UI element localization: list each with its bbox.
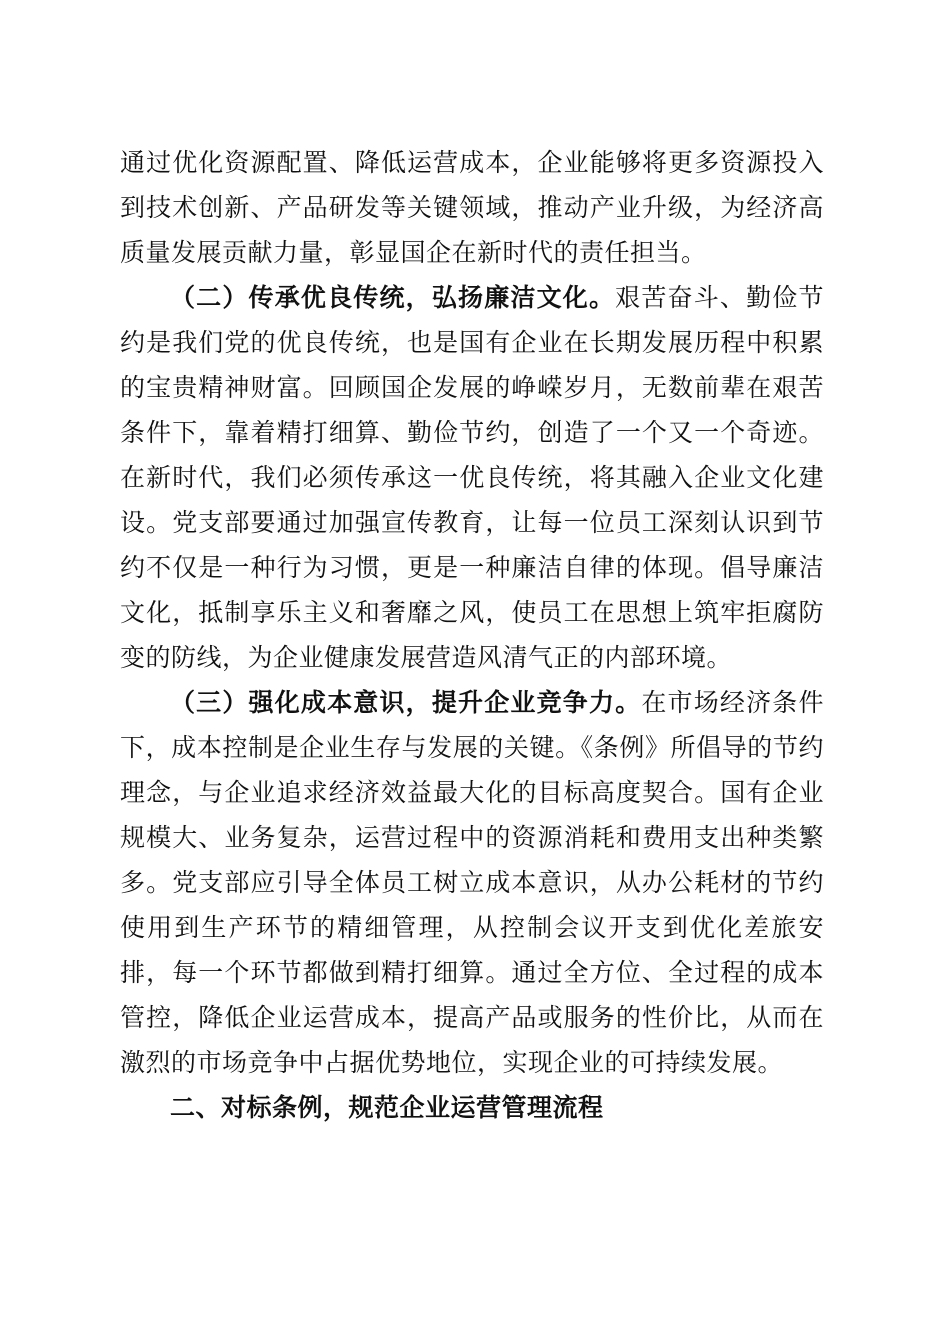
paragraph-text: 在市场经济条件下，成本控制是企业生存与发展的关键。《条例》所倡导的节约理念，与企业追求经济效益最大化的目标高度契合。国有企业规模大、业务复杂，运营过程中的资源消耗和费用支出种类繁多。党支部应引导全体员工树立成本意识，从办公耗材的节约使用到生产环节的精细管理，从控制会议开支到优化差旅安排，每一个环节都做到精打细算。通过全方位、全过程的成本管控，降低企业运营成本，提高产品或服务的性价比，从而在激烈的市场竞争中占据优势地位，实现企业的可持续发展。 bbox=[120, 688, 824, 1077]
paragraph-heading: （二）传承优良传统，弘扬廉洁文化。 bbox=[170, 283, 616, 312]
paragraph-continuation bbox=[120, 140, 824, 275]
section-heading: 二、对标条例，规范企业运营管理流程 bbox=[170, 1093, 604, 1122]
document-body bbox=[120, 140, 824, 1130]
paragraph-text: 通过优化资源配置、降低运营成本，企业能够将更多资源投入到技术创新、产品研发等关键领域，推动产业升级，为经济高质量发展贡献力量，彰显国企在新时代的责任担当。 bbox=[120, 148, 824, 267]
paragraph-text: 艰苦奋斗、勤俭节约是我们党的优良传统，也是国有企业在长期发展历程中积累的宝贵精神财富。回顾国企发展的峥嵘岁月，无数前辈在艰苦条件下，靠着精打细算、勤俭节约，创造了一个又一个奇迹。在新时代，我们必须传承这一优良传统，将其融入企业文化建设。党支部要通过加强宣传教育，让每一位员工深刻认识到节约不仅是一种行为习惯，更是一种廉洁自律的体现。倡导廉洁文化，抵制享乐主义和奢靡之风，使员工在思想上筑牢拒腐防变的防线，为企业健康发展营造风清气正的内部环境。 bbox=[120, 283, 824, 672]
paragraph-heading: （三）强化成本意识，提升企业竞争力。 bbox=[170, 688, 642, 717]
paragraph-heritage bbox=[120, 275, 824, 680]
paragraph-cost-awareness bbox=[120, 680, 824, 1085]
